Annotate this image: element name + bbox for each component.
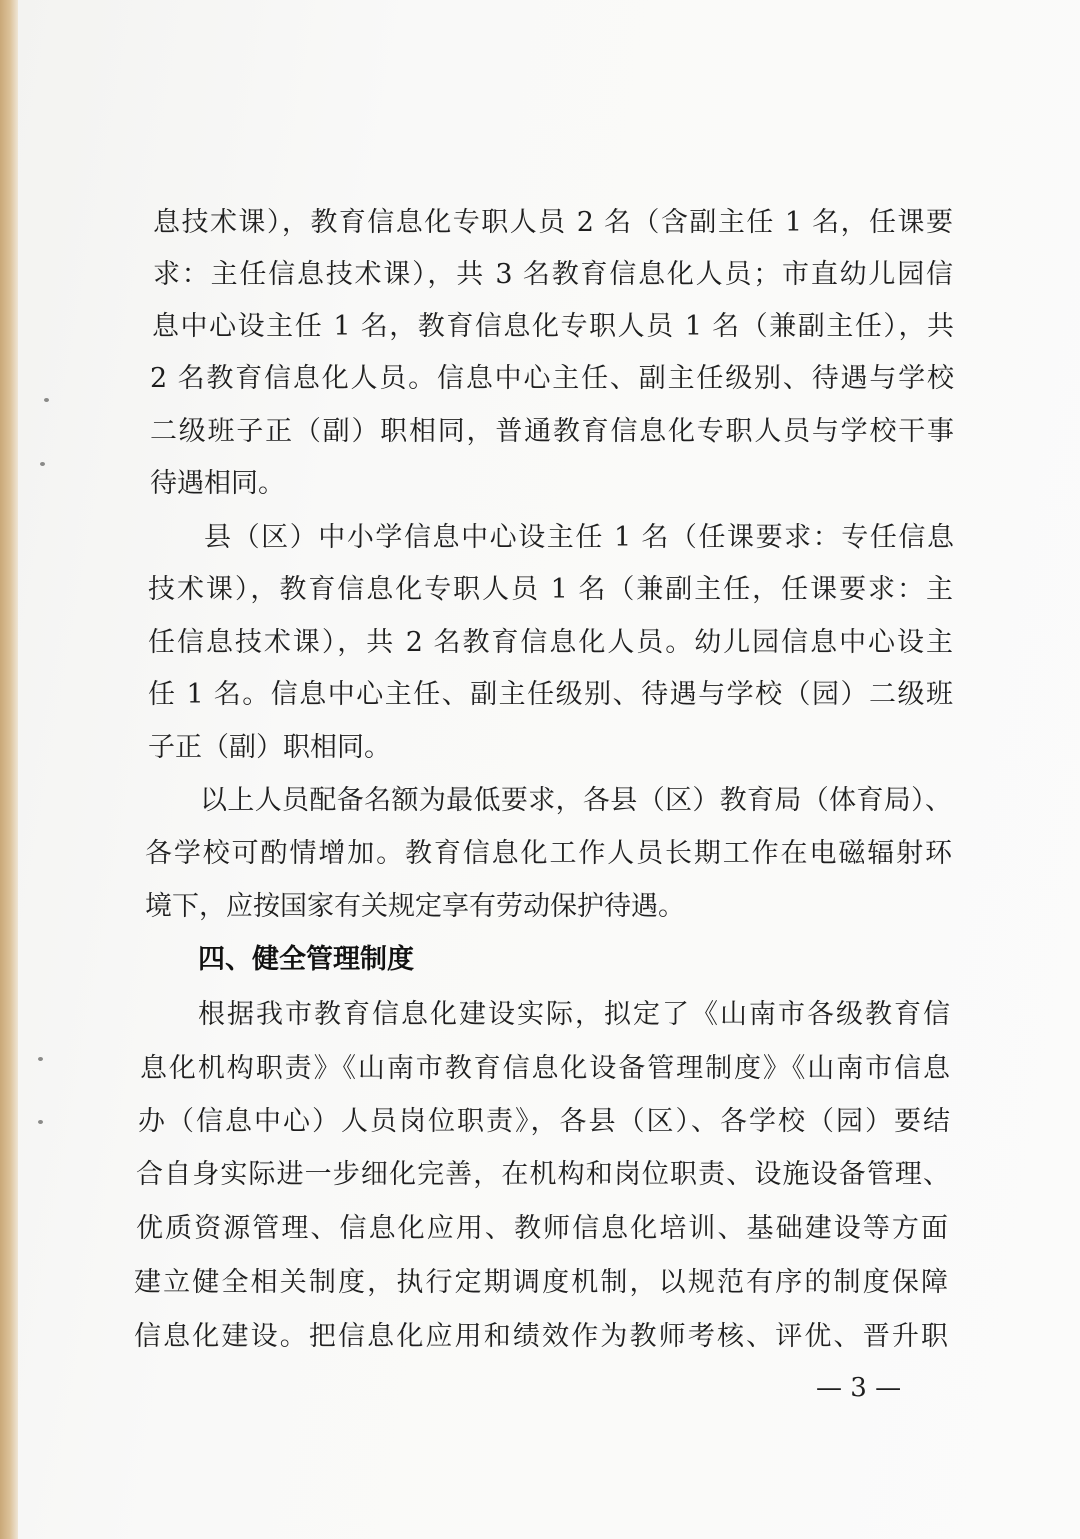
text-line: 技术课），教育信息化专职人员 1 名（兼副主任，任课要求：主	[148, 574, 953, 605]
text-line: 息技术课），教育信息化专职人员 2 名（含副主任 1 名，任课要	[153, 207, 953, 238]
text-line: 求：主任信息技术课），共 3 名教育信息化人员；市直幼儿园信	[153, 259, 953, 290]
text-line: 待遇相同。	[150, 468, 285, 499]
text-line: 息化机构职责》《山南市教育信息化设备管理制度》《山南市信息	[140, 1053, 950, 1084]
text-line: 以上人员配备名额为最低要求，各县（区）教育局（体育局）、	[200, 785, 952, 816]
text-line: 境下，应按国家有关规定享有劳动保护待遇。	[145, 891, 685, 922]
document-page	[18, 0, 1080, 1539]
text-line: 建立健全相关制度，执行定期调度机制，以规范有序的制度保障	[134, 1267, 948, 1298]
text-line: 二级班子正（副）职相同，普通教育信息化专职人员与学校干事	[150, 416, 954, 447]
text-line: 各学校可酌情增加。教育信息化工作人员长期工作在电磁辐射环	[145, 838, 952, 869]
punch-hole-mark	[40, 462, 45, 466]
text-line: 任 1 名。信息中心主任、副主任级别、待遇与学校（园）二级班	[148, 679, 953, 710]
punch-hole-mark	[38, 1120, 43, 1124]
text-line: 合自身实际进一步细化完善，在机构和岗位职责、设施设备管理、	[136, 1159, 950, 1190]
text-line: 办（信息中心）人员岗位职责》，各县（区）、各学校（园）要结	[138, 1106, 950, 1137]
page-number: — 3 —	[816, 1373, 902, 1403]
text-line: 优质资源管理、信息化应用、教师信息化培训、基础建设等方面	[136, 1213, 948, 1244]
section-heading: 四、健全管理制度	[198, 944, 414, 975]
punch-hole-mark	[38, 1057, 43, 1061]
punch-hole-mark	[44, 398, 49, 402]
binding-edge	[0, 0, 18, 1539]
text-line: 根据我市教育信息化建设实际，拟定了《山南市各级教育信	[198, 999, 950, 1030]
text-line: 任信息技术课），共 2 名教育信息化人员。幼儿园信息中心设主	[148, 627, 953, 658]
text-line: 县（区）中小学信息中心设主任 1 名（任课要求：专任信息	[204, 522, 954, 553]
text-line: 信息化建设。把信息化应用和绩效作为教师考核、评优、晋升职	[134, 1321, 948, 1352]
text-line: 2 名教育信息化人员。信息中心主任、副主任级别、待遇与学校	[150, 363, 954, 394]
text-line: 息中心设主任 1 名，教育信息化专职人员 1 名（兼副主任），共	[152, 311, 954, 342]
text-line: 子正（副）职相同。	[148, 732, 391, 763]
